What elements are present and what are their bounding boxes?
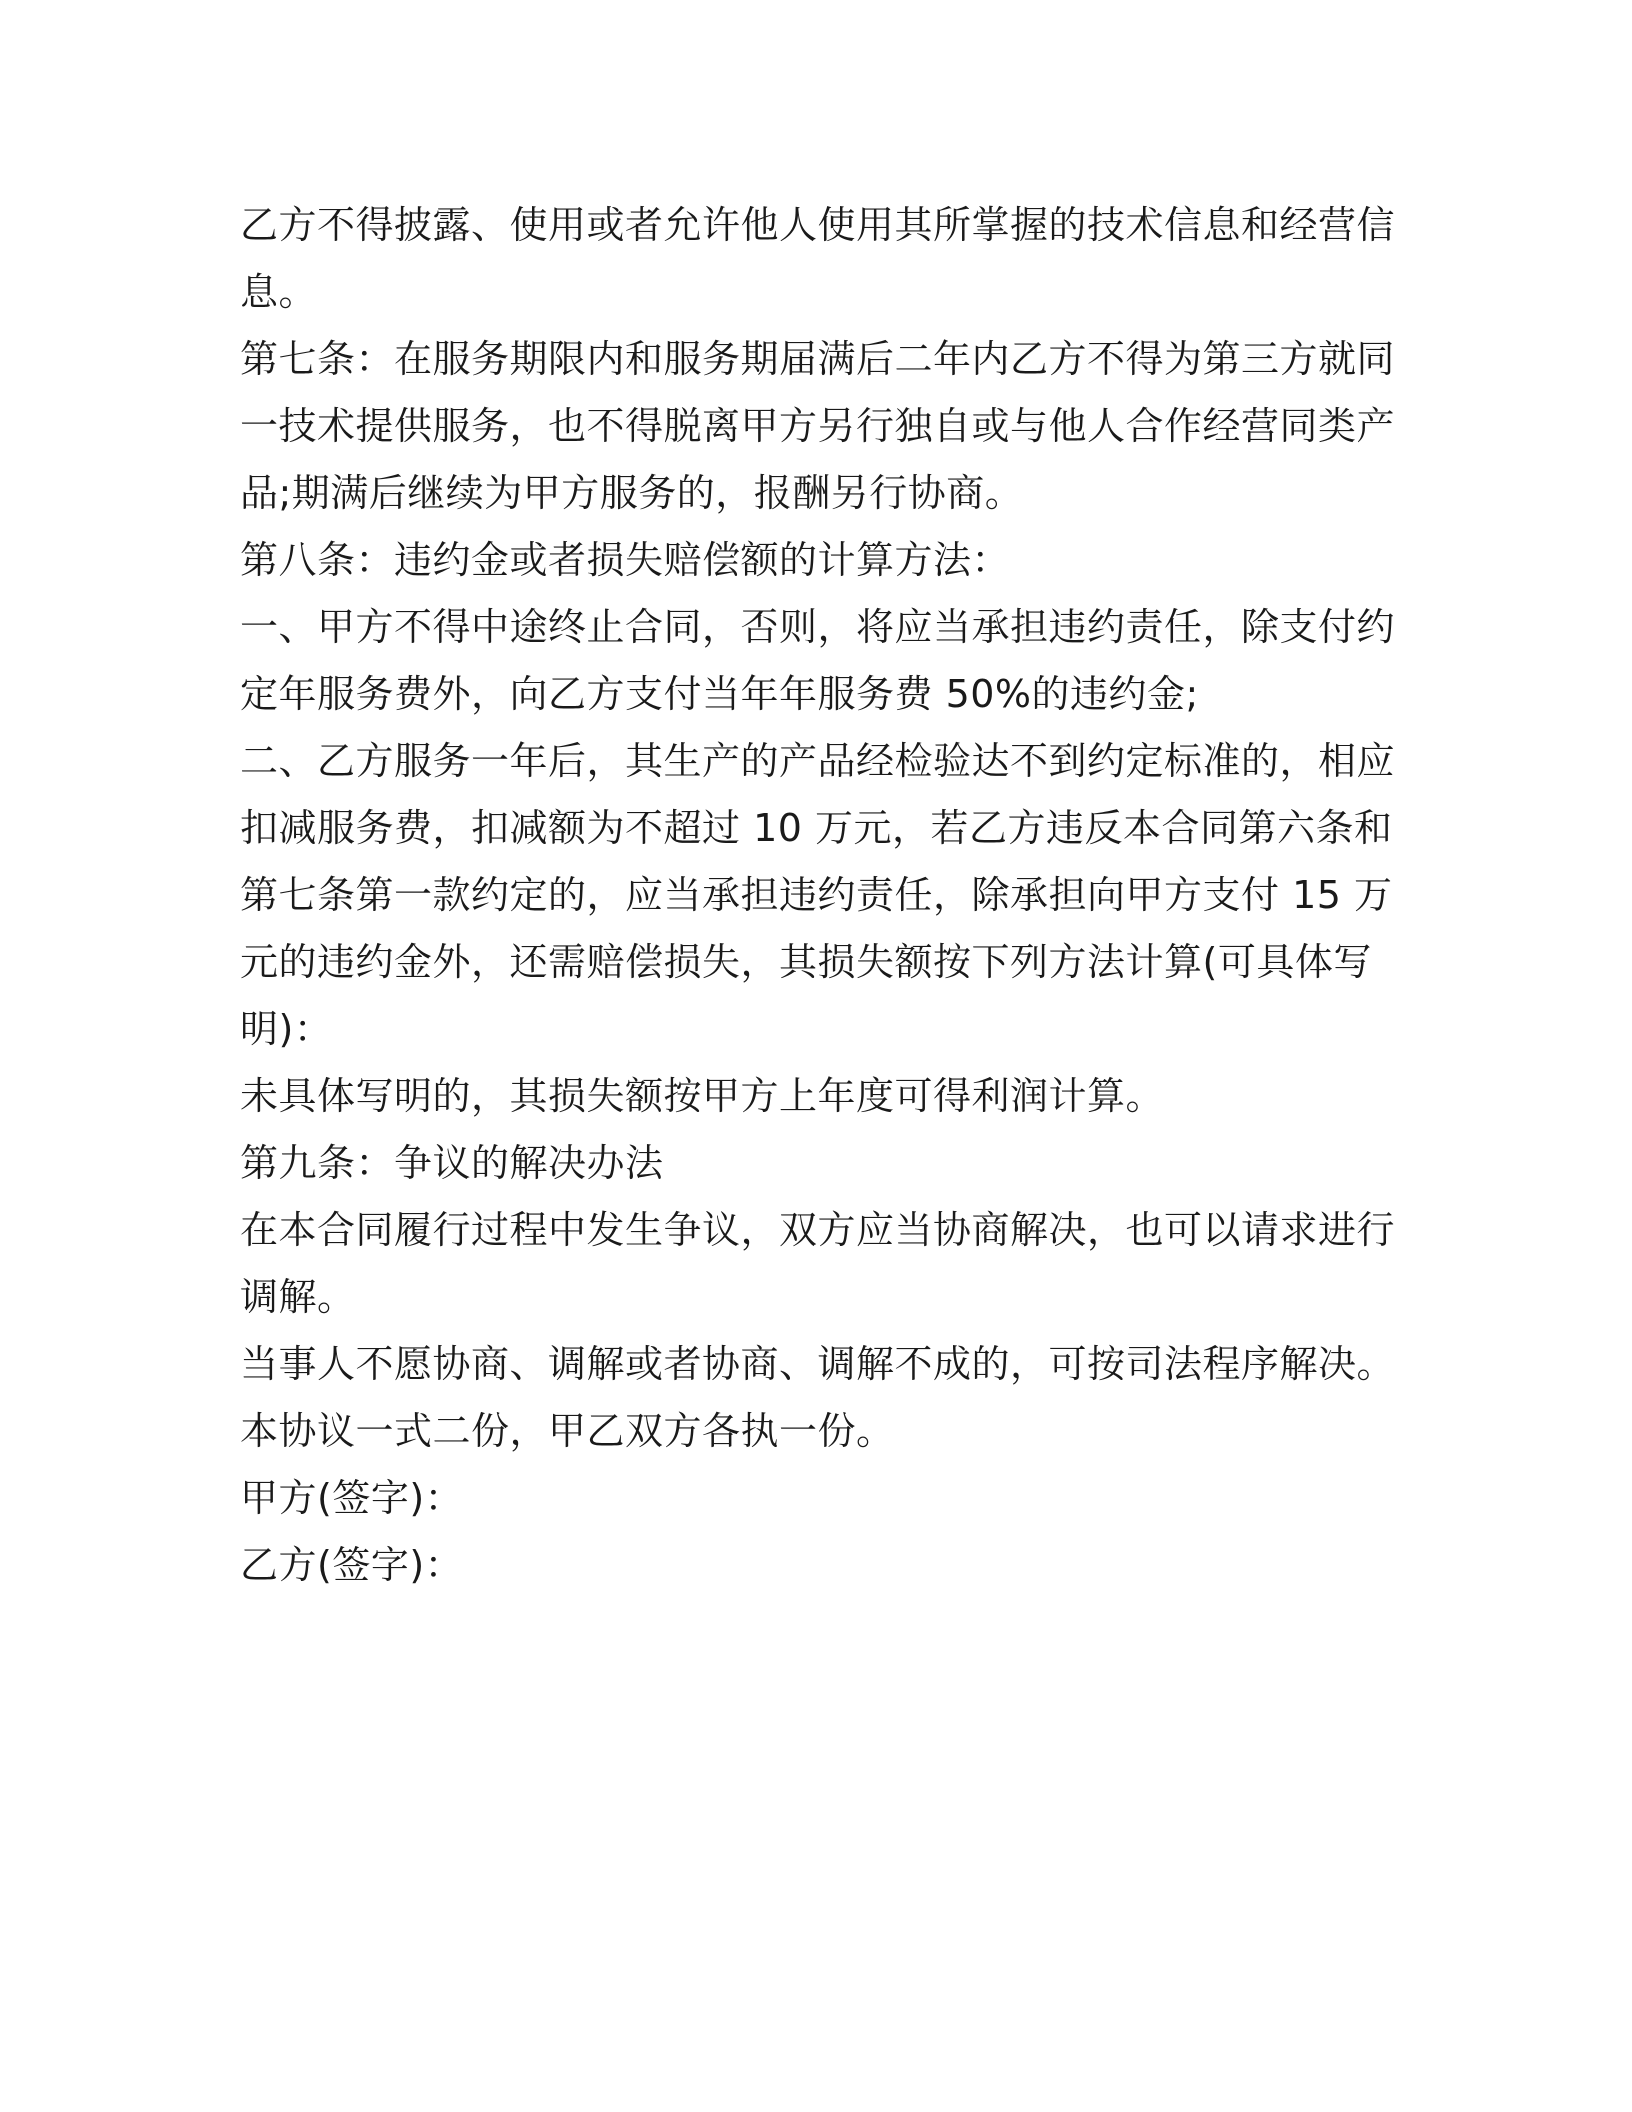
signature-party-b: 乙方(签字)： <box>240 1543 464 1587</box>
paragraph-unspecified-loss: 未具体写明的，其损失额按甲方上年度可得利润计算。 <box>240 1074 1165 1118</box>
paragraph-dispute-negotiation: 在本合同履行过程中发生争议，双方应当协商解决，也可以请求进行调解。 <box>240 1208 1396 1319</box>
paragraph-article-7: 第七条：在服务期限内和服务期届满后二年内乙方不得为第三方就同一技术提供服务，也不得脱离甲方另行独自或与他人合作经营同类产品;期满后继续为甲方服务的，报酬另行协商。 <box>240 337 1396 515</box>
paragraph-article-8-item-2: 二、乙方服务一年后，其生产的产品经检验达不到约定标准的，相应扣减服务费，扣减额为不超过 10 万元，若乙方违反本合同第六条和第七条第一款约定的，应当承担违约责任，除承担向甲方支付 15 万元的违约金外，还需赔偿损失，其损失额按下列方法计算(可具体写明)： <box>240 739 1396 1051</box>
paragraph-article-8-heading: 第八条：违约金或者损失赔偿额的计算方法： <box>240 538 1011 582</box>
paragraph-article-9-heading: 第九条：争议的解决办法 <box>240 1141 664 1185</box>
paragraph-article-8-item-1: 一、甲方不得中途终止合同，否则，将应当承担违约责任，除支付约定年服务费外，向乙方支付当年年服务费 50%的违约金; <box>240 605 1396 716</box>
signature-party-a: 甲方(签字)： <box>240 1476 464 1520</box>
paragraph-disclosure: 乙方不得披露、使用或者允许他人使用其所掌握的技术信息和经营信息。 <box>240 203 1396 314</box>
paragraph-copies: 本协议一式二份，甲乙双方各执一份。 <box>240 1409 895 1453</box>
document-body <box>240 192 1400 1599</box>
paragraph-judicial-procedure: 当事人不愿协商、调解或者协商、调解不成的，可按司法程序解决。 <box>240 1342 1396 1386</box>
